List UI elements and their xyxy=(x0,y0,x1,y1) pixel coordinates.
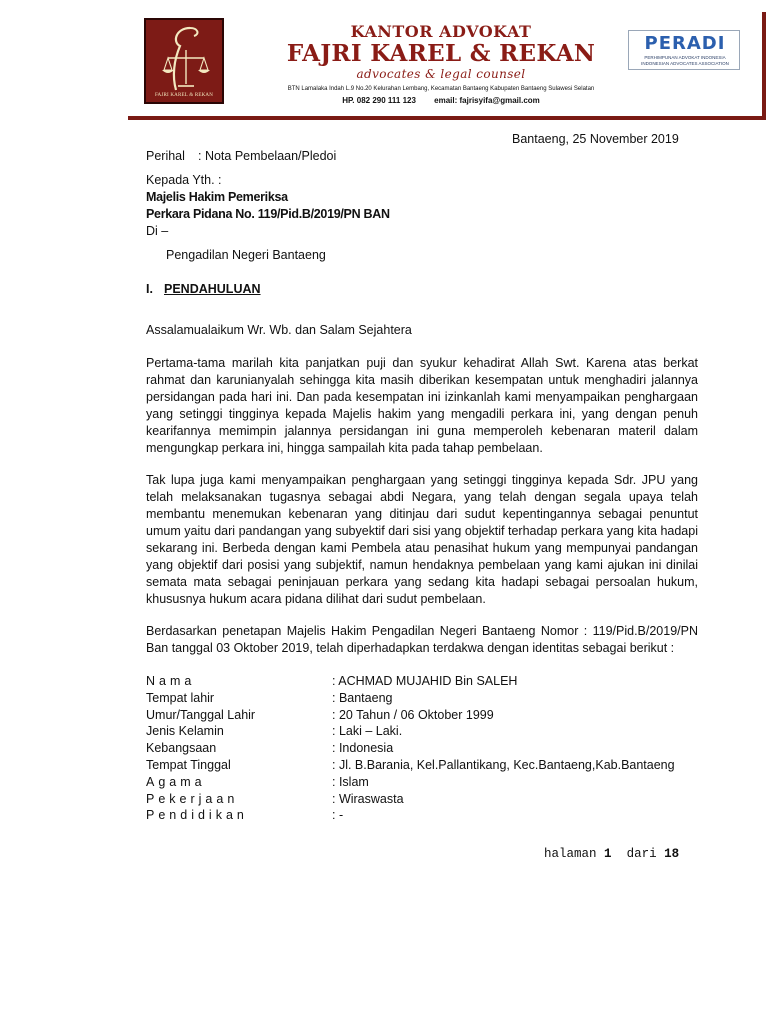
section-number: I. xyxy=(146,282,153,296)
identity-value: : Indonesia xyxy=(332,741,394,756)
identity-value: : Jl. B.Barania, Kel.Pallantikang, Kec.Bantaeng,Kab.Bantaeng xyxy=(332,757,675,772)
page-total: 18 xyxy=(664,847,680,861)
firm-phone: HP. 082 290 111 123 xyxy=(342,96,416,105)
identity-row xyxy=(146,673,706,690)
peradi-logo xyxy=(628,30,740,70)
firm-address: BTN Lamalaka Indah L.9 No.20 Kelurahan Lembang, Kecamatan Bantaeng Kabupaten Bantaeng Sulawesi Selatan xyxy=(287,86,595,92)
identity-row xyxy=(146,807,706,824)
identity-value: : Laki – Laki. xyxy=(332,724,403,739)
letterhead xyxy=(128,12,766,120)
firm-email: email: fajrisyifa@gmail.com xyxy=(434,96,540,105)
firm-tagline: advocates & legal counsel xyxy=(356,67,526,81)
paragraph-1: Pertama-tama marilah kita panjatkan puji dan syukur kehadirat Allah Swt. Karena atas berkat rahmat dan karunianyalah sehingga kita masih diberikan kesempatan untuk menghadiri jalannya persidangan pada hari ini. Dan pada kesempatan ini izinkanlah kami menyampaikan penghargaan yang setinggi tingginya kepada Majelis hakim yang mengadili perkara ini, yang dengan penuh kearifannya memimpin jalannya persidangan ini guna memperoleh kebenaran materil dalam mengungkap perkara ini, hingga sampailah kita pada tahap pembelaan. xyxy=(146,356,698,455)
greeting: Assalamualaikum Wr. Wb. dan Salam Sejahtera xyxy=(146,323,412,337)
identity-label: Tempat lahir xyxy=(146,690,215,705)
recipient-location: Pengadilan Negeri Bantaeng xyxy=(166,248,326,262)
identity-row xyxy=(146,757,706,774)
paragraph-3: Berdasarkan penetapan Majelis Hakim Pengadilan Negeri Bantaeng Nomor : 119/Pid.B/2019/PN Ban tanggal 03 Oktober 2019, telah diperhadapkan terdakwa dengan identitas sebagai berikut : xyxy=(146,624,698,655)
identity-label: Jenis Kelamin xyxy=(146,724,224,739)
peradi-wordmark: PERADI xyxy=(644,33,726,54)
identity-value: : Islam xyxy=(332,774,369,789)
identity-value: : 20 Tahun / 06 Oktober 1999 xyxy=(332,707,494,722)
identity-row xyxy=(146,740,706,757)
identity-row xyxy=(146,774,706,791)
identity-row xyxy=(146,791,706,808)
recipient-intro: Kepada Yth. : xyxy=(146,173,222,187)
page-word: halaman xyxy=(544,847,597,861)
place-date: Bantaeng, 25 November 2019 xyxy=(512,132,679,146)
page-number xyxy=(544,847,679,861)
identity-row xyxy=(146,723,706,740)
identity-value: : - xyxy=(332,808,344,823)
scales-of-justice-icon xyxy=(146,20,222,102)
logo-caption: FAJRI KAREL & REKAN xyxy=(154,93,214,98)
defendant-identity-table xyxy=(146,673,706,824)
identity-label: Nama xyxy=(146,674,196,688)
peradi-subtitle-id: PERHIMPUNAN ADVOKAT INDONESIA xyxy=(644,55,726,60)
identity-label: Pekerjaan xyxy=(146,791,239,806)
identity-label: Tempat Tinggal xyxy=(146,757,231,772)
recipient-line-2: Perkara Pidana No. 119/Pid.B/2019/PN BAN xyxy=(146,207,390,221)
recipient-di: Di – xyxy=(146,224,169,238)
subject-value: : Nota Pembelaan/Pledoi xyxy=(198,149,337,163)
firm-contact xyxy=(228,96,654,105)
identity-label: Pendidikan xyxy=(146,808,248,823)
identity-row xyxy=(146,690,706,707)
identity-row xyxy=(146,707,706,724)
section-title: PENDAHULUAN xyxy=(164,282,261,296)
page-current: 1 xyxy=(604,847,612,861)
identity-label: Agama xyxy=(146,774,206,789)
identity-value: : Wiraswasta xyxy=(332,791,404,806)
peradi-subtitle-en: INDONESIAN ADVOCATES ASSOCIATION xyxy=(641,61,729,66)
paragraph-2: Tak lupa juga kami menyampaikan penghargaan yang setinggi tingginya kepada Sdr. JPU yang telah melaksanakan tugasnya sebagai abdi Negara, yang telah dengan segala upaya telah membantu menemukan kebenaran yang ditinjau dari sudut kepentingannya sebagai penuntut umum yaitu dari pandangan yang subyektif dari sisi yang objektif terhadap perkara yang kita hadapi sekarang ini. Berbeda dengan kami Pembela atau penasihat hukum yang mempunyai pandangan yang objektif dari posisi yang subjektif, namun hendaknya pembelaan yang kami ajukan ini dinilai semata mata sebagai peninjauan perkara yang sedang kita hadapi sebagai persoalan hukum, khususnya hukum acara pidana dilihat dari sudut pembelaan. xyxy=(146,473,698,606)
firm-logo xyxy=(144,18,224,104)
office-label: KANTOR ADVOKAT xyxy=(350,22,532,41)
letterhead-bottom-border xyxy=(128,116,766,120)
subject-label: Perihal xyxy=(146,149,185,163)
identity-value: : Bantaeng xyxy=(332,690,393,705)
of-word: dari xyxy=(626,847,657,861)
identity-value: : ACHMAD MUJAHID Bin SALEH xyxy=(332,674,518,688)
firm-name: FAJRI KAREL & REKAN xyxy=(286,40,596,67)
letterhead-right-border xyxy=(762,12,766,120)
identity-label: Umur/Tanggal Lahir xyxy=(146,707,256,722)
identity-label: Kebangsaan xyxy=(146,741,217,756)
recipient-line-1: Majelis Hakim Pemeriksa xyxy=(146,190,288,204)
